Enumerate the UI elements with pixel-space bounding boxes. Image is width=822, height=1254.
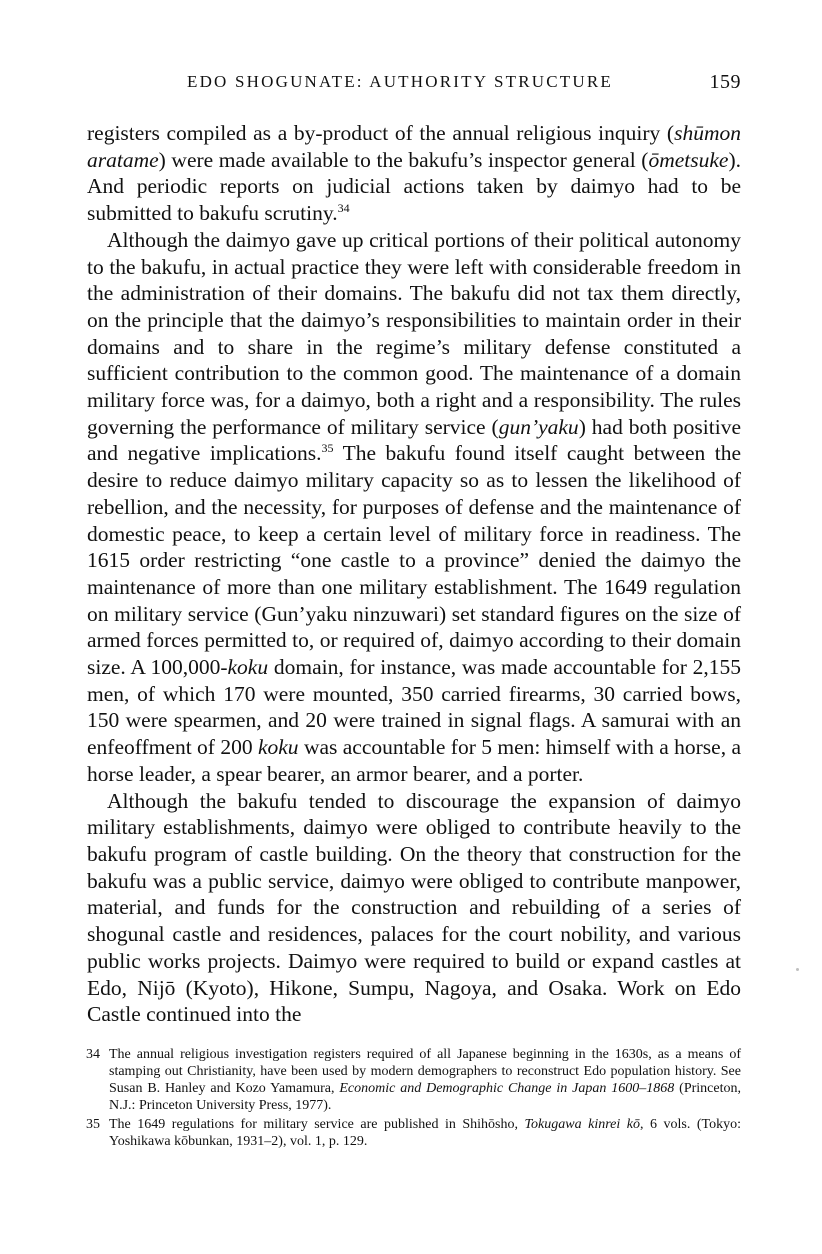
text-run: Although the daimyo gave up critical portions of their political autonomy to the bakufu, in actual practice they were left with considerable freedom in the administration of their domains. The bakufu did not tax them directly, on the principle that the daimyo’s responsibilities to maintain order in their domains and to share in the regime’s military defense constituted a sufficient contribution to the common good. The maintenance of a domain military force was, for a daimyo, both a right and a responsibility. The rules governing the performance of military service ( — [87, 227, 741, 439]
text-run: registers compiled as a by-product of the annual religious inquiry ( — [87, 121, 675, 145]
text-run: The 1649 regulations for military service are published in Shihōsho, — [109, 1116, 525, 1132]
scan-speck — [796, 968, 799, 971]
footnote-number: 34 — [86, 1046, 100, 1062]
running-head — [87, 62, 741, 98]
footnote — [87, 1116, 741, 1150]
paragraph — [87, 227, 741, 788]
italic-term: ōmetsuke — [648, 147, 729, 172]
italic-term: koku — [257, 735, 299, 760]
running-head-title: EDO SHOGUNATE: AUTHORITY STRUCTURE — [187, 72, 613, 91]
italic-title: Tokugawa kinrei kō — [524, 1116, 640, 1132]
footnote — [87, 1046, 741, 1114]
italic-term: koku — [227, 655, 269, 680]
text-run: (Princeton, N.J.: Princeton University Press, 1977). — [109, 1080, 741, 1113]
page-number: 159 — [709, 71, 741, 93]
text-run: ). And periodic reports on judicial actions taken by daimyo had to be submitted to bakufu scrutiny. — [87, 147, 741, 226]
text-run: The bakufu found itself caught between the desire to reduce daimyo military capacity so as to lessen the likelihood of rebellion, and the necessity, for purposes of defense and the maintenance of domestic peace, to keep a certain level of military force in readiness. The 1615 order restricting “one castle to a province” denied the daimyo the maintenance of more than one military establishment. The 1649 regulation on military service (Gun’yaku ninzuwari) set standard figures on the size of armed forces permitted to, or required of, daimyo according to their domain size. A 100,000- — [87, 441, 741, 680]
text-run: was accountable for 5 men: himself with a horse, a horse leader, a spear bearer, an armor bearer, and a porter. — [87, 735, 741, 786]
paragraph — [87, 788, 741, 1028]
footnote-ref: 34 — [337, 201, 350, 216]
paragraph — [87, 120, 741, 227]
italic-term: gun’yaku — [498, 414, 579, 439]
text-run: domain, for instance, was made accountable for 2,155 men, of which 170 were mounted, 350 carried firearms, 30 carried bows, 150 were spearmen, and 20 were trained in signal flags. A samurai with an enfeoffment of 200 — [87, 655, 741, 760]
text-run: The annual religious investigation registers required of all Japanese beginning in the 1630s, as a means of stamping out Christianity, have been used by modern demographers to reconstruct Edo population history. See Susan B. Hanley and Kozo Yamamura, — [109, 1046, 741, 1096]
text-run: ) had both positive and negative implications. — [87, 414, 741, 466]
book-page — [87, 62, 741, 1152]
italic-term: shūmon aratame — [87, 121, 741, 172]
footnote-number: 35 — [86, 1116, 100, 1132]
text-run: , 6 vols. (Tokyo: Yoshikawa kōbunkan, 1931–2), vol. 1, p. 129. — [109, 1116, 742, 1149]
text-run: ) were made available to the bakufu’s inspector general ( — [158, 147, 649, 172]
text-run: Although the bakufu tended to discourage the expansion of daimyo military establishments, daimyo were obliged to contribute heavily to the bakufu program of castle building. On the theory that construction for the bakufu was a public service, daimyo were obliged to contribute manpower, material, and funds for the construction and rebuilding of a series of shogunal castle and residences, palaces for the court nobility, and various public works projects. Daimyo were required to build or expand castles at Edo, Nijō (Kyoto), Hikone, Sumpu, Nagoya, and Osaka. Work on Edo Castle continued into the — [87, 788, 741, 1027]
footnote-ref: 35 — [321, 441, 334, 456]
italic-title: Economic and Demographic Change in Japan 1600–1868 — [339, 1080, 675, 1096]
footnotes — [87, 1046, 741, 1150]
body-text — [87, 120, 741, 1028]
